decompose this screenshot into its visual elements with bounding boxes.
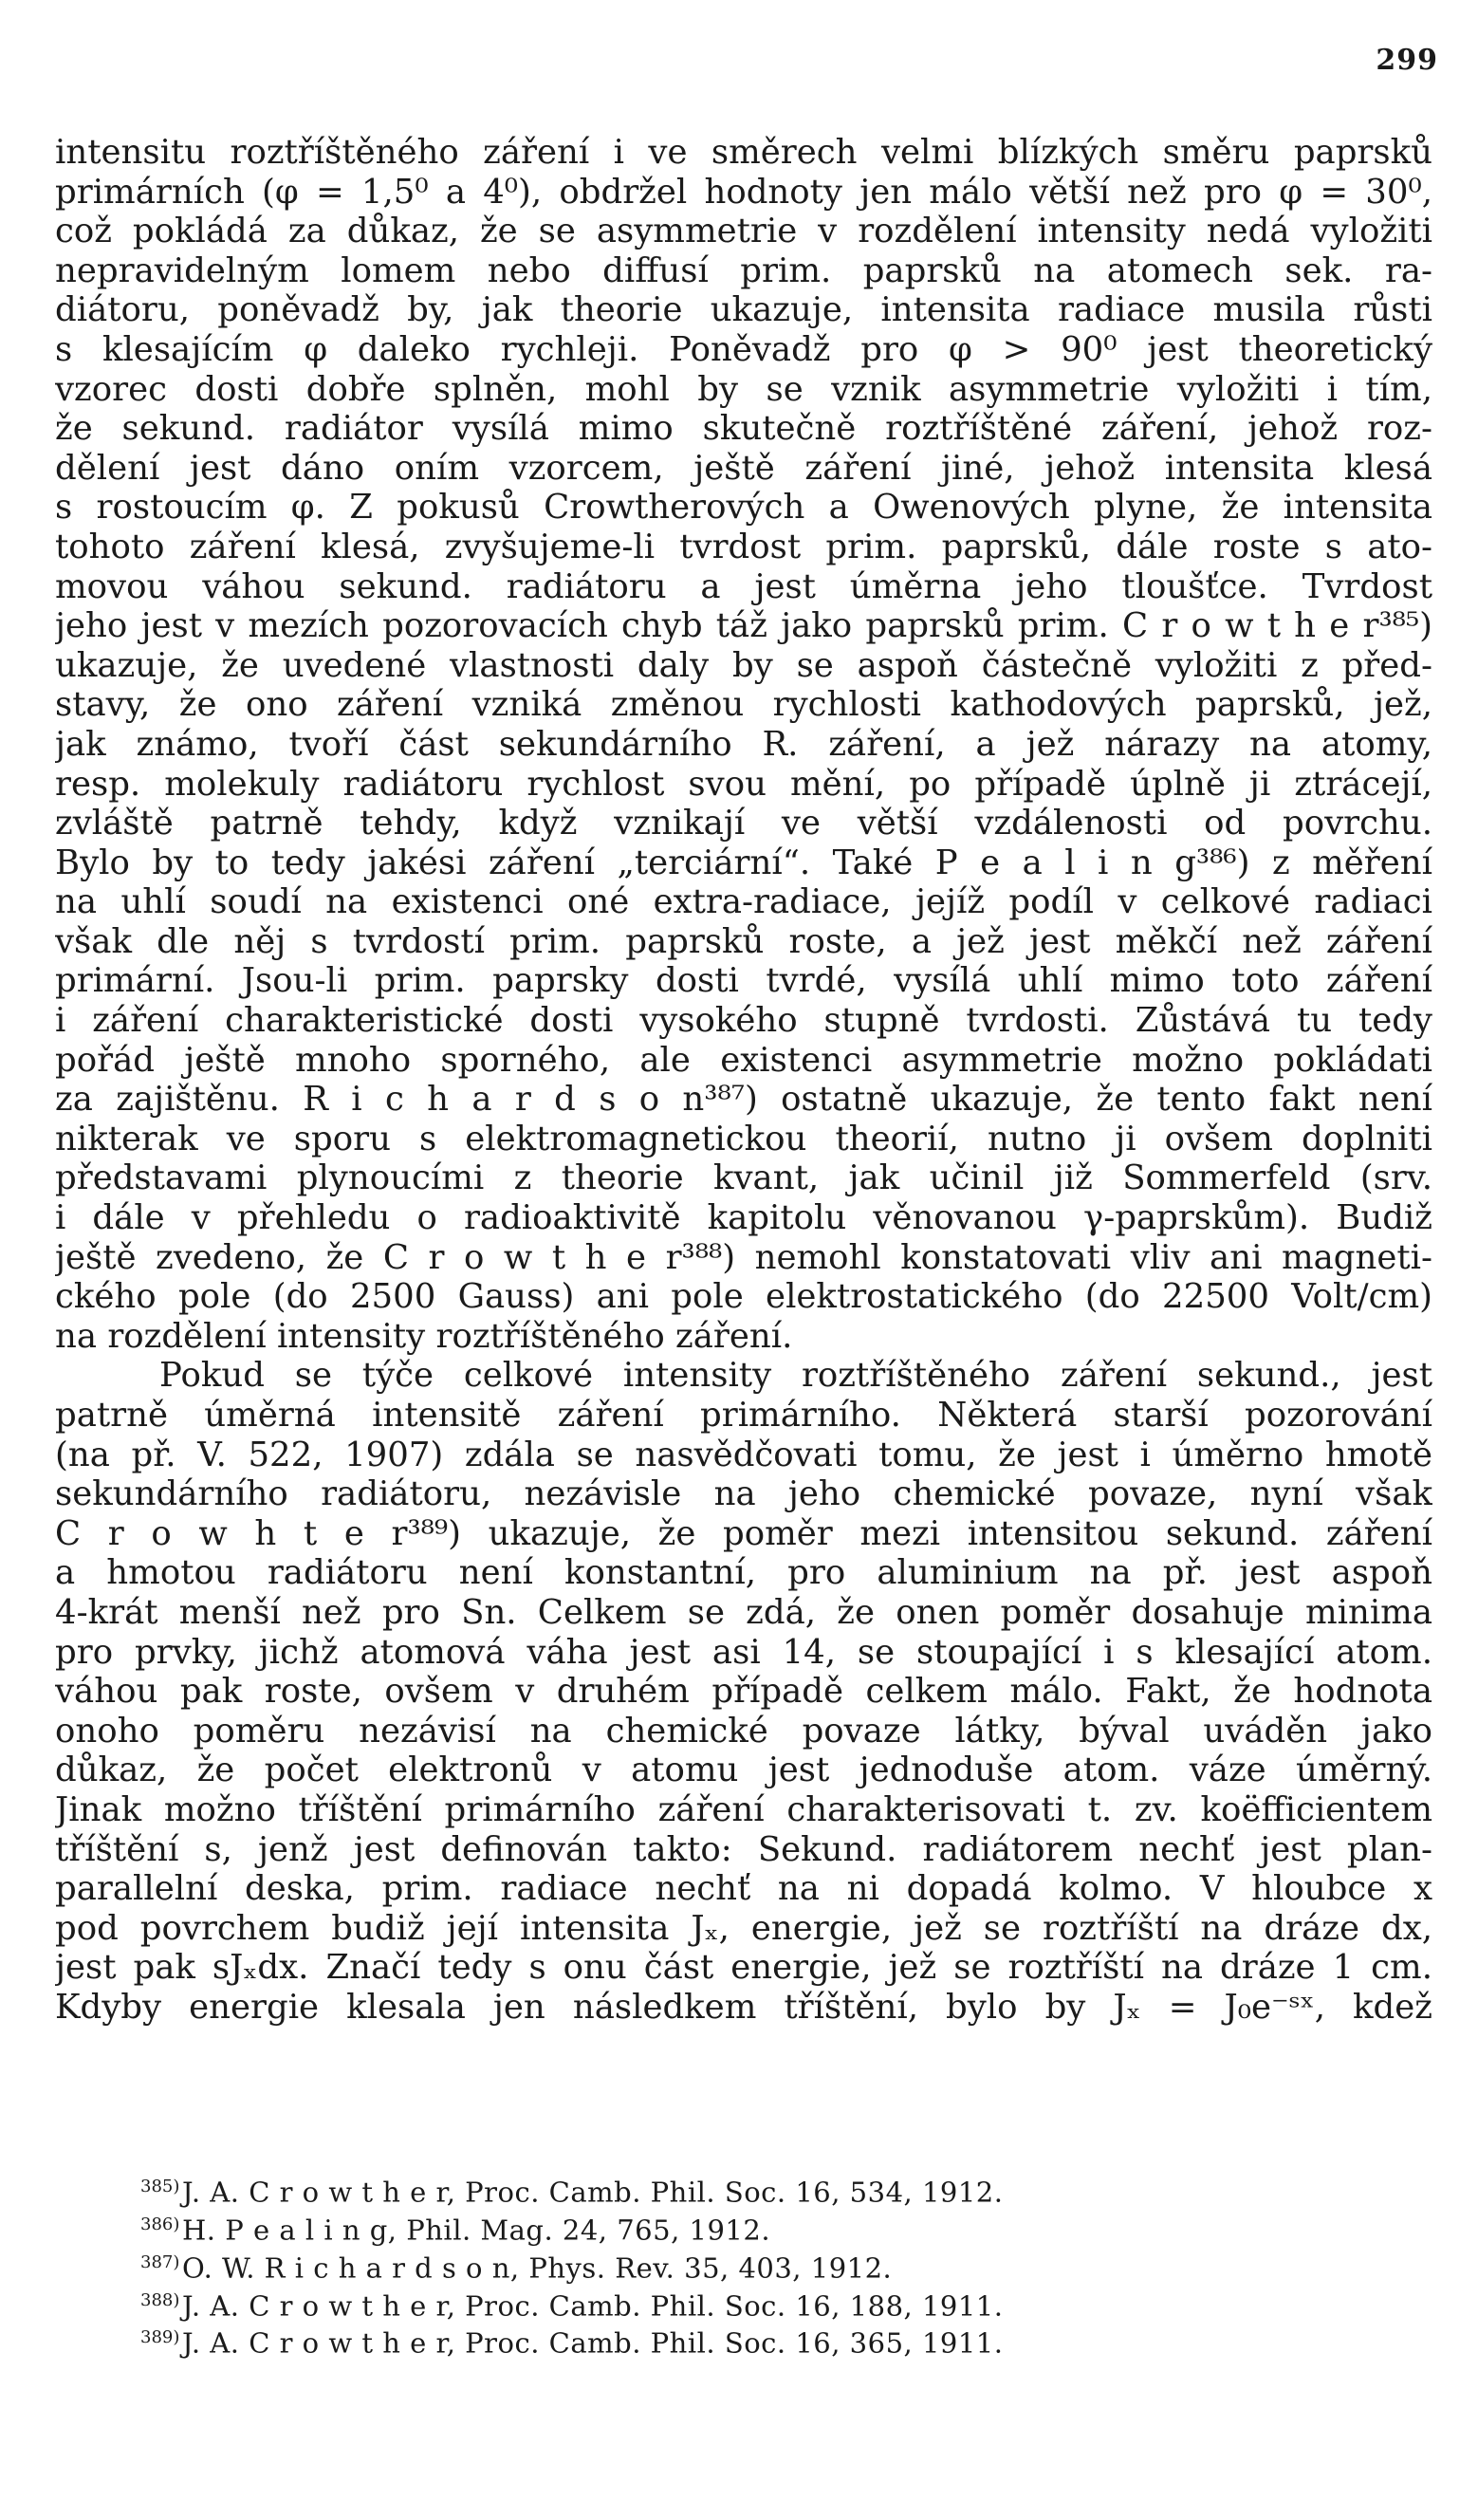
text-line: parallelní deska, prim. radiace nechť na ni dopadá kolmo. V hloubce x [55,1869,1432,1909]
footnote-385 [140,2171,1326,2209]
text-line: i záření charakteristické dosti vysokého stupně tvrdosti. Zůstává tu tedy [55,1001,1432,1041]
footnote-text: J. A. C r o w t h e r, Proc. Camb. Phil. Soc. 16, 534, 1912. [182,2176,1004,2209]
text-line: 4-krát menší než pro Sn. Celkem se zdá, že onen poměr dosahuje minima [55,1592,1432,1632]
text-line: vzorec dosti dobře splněn, mohl by se vznik asymmetrie vyložiti i tím, [55,369,1432,409]
footnote-text: H. P e a l i n g, Phil. Mag. 24, 765, 1912. [182,2214,771,2247]
footnote-number: 389) [140,2327,180,2348]
text-line: patrně úměrná intensitě záření primárního. Některá starší pozorování [55,1396,1432,1435]
text-line: Jinak možno tříštění primárního záření charakterisovati t. zv. koëfficientem [55,1789,1432,1829]
body-text [55,133,1432,2028]
footnote-text: J. A. C r o w t h e r, Proc. Camb. Phil. Soc. 16, 188, 1911. [182,2289,1004,2323]
text-line: nepravidelným lomem nebo diffusí prim. paprsků na atomech sek. ra- [55,250,1432,290]
text-line: pod povrchem budiž její intensita Jₓ, energie, jež se roztříští na dráze dx, [55,1908,1432,1948]
text-line: i dále v přehledu o radioaktivitě kapitolu věnovanou γ-paprskům). Budiž [55,1198,1432,1238]
text-line: primárních (φ = 1,5⁰ a 4⁰), obdržel hodnoty jen málo větší než pro φ = 30⁰, [55,172,1432,212]
text-line: nikterak ve sporu s elektromagnetickou theorií, nutno ji ovšem doplniti [55,1119,1432,1158]
text-line: jak známo, tvoří část sekundárního R. záření, a jež nárazy na atomy, [55,724,1432,764]
text-line: stavy, že ono záření vzniká změnou rychlosti kathodových paprsků, jež, [55,685,1432,725]
text-line: sekundárního radiátoru, nezávisle na jeho chemické povaze, nyní však [55,1474,1432,1514]
footnote-number: 388) [140,2289,180,2310]
footnote-text: O. W. R i c h a r d s o n, Phys. Rev. 35, 403, 1912. [182,2251,893,2285]
footnote-388 [140,2285,1326,2323]
text-line: zvláště patrně tehdy, když vznikají ve větší vzdálenosti od povrchu. [55,804,1432,843]
text-line: jeho jest v mezích pozorovacích chyb táž jako paprsků prim. C r o w t h e r³⁸⁵) [55,606,1432,646]
text-line: pořád ještě mnoho sporného, ale existenci asymmetrie možno pokládati [55,1040,1432,1080]
text-line: ukazuje, že uvedené vlastnosti daly by se aspoň částečně vyložiti z před- [55,645,1432,685]
footnote-389 [140,2322,1326,2360]
footnote-number: 386) [140,2214,180,2234]
text-line: (na př. V. 522, 1907) zdála se nasvědčovati tomu, že jest i úměrno hmotě [55,1435,1432,1474]
page-number: 299 [1376,44,1438,77]
text-line: za zajištěnu. R i c h a r d s o n³⁸⁷) ostatně ukazuje, že tento fakt není [55,1080,1432,1120]
text-line: intensitu roztříštěného záření i ve směrech velmi blízkých směru paprsků [55,133,1432,172]
text-line: ještě zvedeno, že C r o w t h e r³⁸⁸) nemohl konstatovati vliv ani magneti- [55,1237,1432,1277]
text-line: však dle něj s tvrdostí prim. paprsků roste, a jež jest měkčí než záření [55,921,1432,961]
text-line: ckého pole (do 2500 Gauss) ani pole elektrostatického (do 22500 Volt/cm) [55,1277,1432,1317]
text-line: movou váhou sekund. radiátoru a jest úměrna jeho tloušťce. Tvrdost [55,566,1432,606]
text-line: váhou pak roste, ovšem v druhém případě celkem málo. Fakt, že hodnota [55,1672,1432,1712]
text-line: tohoto záření klesá, zvyšujeme-li tvrdost prim. paprsků, dále roste s ato- [55,527,1432,566]
text-line: s klesajícím φ daleko rychleji. Poněvadž pro φ > 90⁰ jest theoretický [55,329,1432,369]
text-line: Kdyby energie klesala jen následkem tříštění, bylo by Jₓ = J₀e⁻ˢˣ, kdež [55,1987,1432,2027]
text-line: onoho poměru nezávisí na chemické povaze látky, býval uváděn jako [55,1711,1432,1751]
text-line: primární. Jsou-li prim. paprsky dosti tvrdé, vysílá uhlí mimo toto záření [55,961,1432,1001]
text-line: resp. molekuly radiátoru rychlost svou mění, po případě úplně ji ztrácejí, [55,764,1432,804]
footnote-387 [140,2247,1326,2285]
footnote-text: J. A. C r o w t h e r, Proc. Camb. Phil. Soc. 16, 365, 1911. [182,2327,1004,2361]
text-line: tříštění s, jenž jest definován takto: Sekund. radiátorem nechť jest plan- [55,1829,1432,1869]
footnote-number: 387) [140,2251,180,2272]
text-line: C r o w h t e r³⁸⁹) ukazuje, že poměr mezi intensitou sekund. záření [55,1513,1432,1553]
text-line: Pokud se týče celkové intensity roztříštěného záření sekund., jest [159,1356,1432,1396]
text-line: Bylo by to tedy jakési záření „terciární“. Také P e a l i n g³⁸⁶) z měření [55,843,1432,882]
text-line: dělení jest dáno oním vzorcem, ještě záření jiné, jehož intensita klesá [55,448,1432,488]
text-line: představami plynoucími z theorie kvant, jak učinil již Sommerfeld (srv. [55,1158,1432,1198]
text-line: jest pak sJₓdx. Značí tedy s onu část energie, jež se roztříští na dráze 1 cm. [55,1948,1432,1988]
text-line: což pokládá za důkaz, že se asymmetrie v rozdělení intensity nedá vyložiti [55,212,1432,251]
footnote-number: 385) [140,2177,180,2196]
text-line: s rostoucím φ. Z pokusů Crowtherových a Owenových plyne, že intensita [55,488,1432,528]
footnote-386 [140,2209,1326,2247]
text-line: na rozdělení intensity roztříštěného záření. [55,1316,793,1356]
text-line: na uhlí soudí na existenci oné extra-radiace, jejíž podíl v celkové radiaci [55,882,1432,922]
text-line: diátoru, poněvadž by, jak theorie ukazuje, intensita radiace musila růsti [55,290,1432,330]
text-line: že sekund. radiátor vysílá mimo skutečně roztříštěné záření, jehož roz- [55,409,1432,449]
text-line: důkaz, že počet elektronů v atomu jest jednoduše atom. váze úměrný. [55,1751,1432,1790]
text-line: pro prvky, jichž atomová váha jest asi 14, se stoupající i s klesající atom. [55,1632,1432,1672]
footnotes [140,2171,1326,2360]
text-line: a hmotou radiátoru není konstantní, pro aluminium na př. jest aspoň [55,1553,1432,1593]
